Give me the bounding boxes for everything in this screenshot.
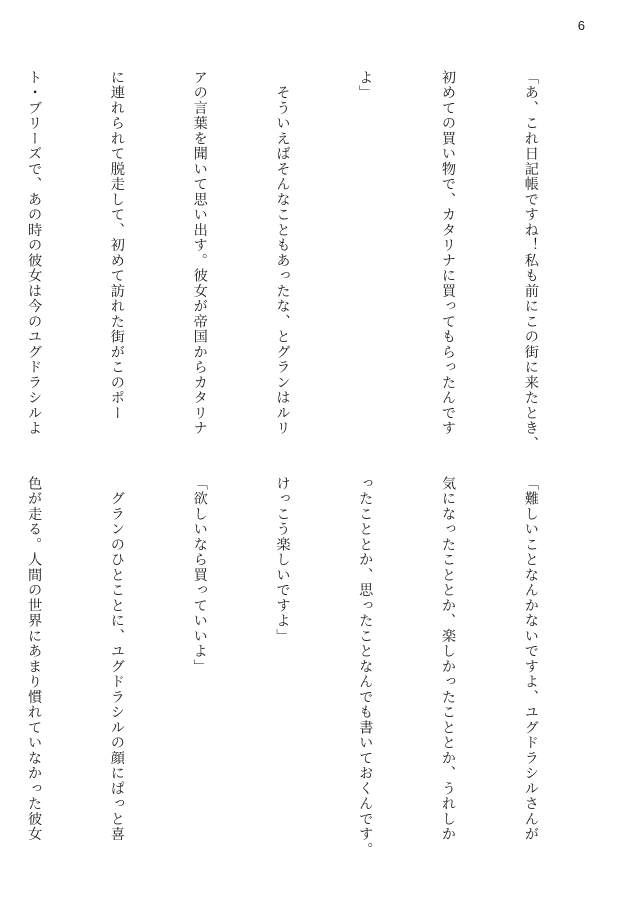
text-column: けっこう楽しいですよ」: [274, 476, 291, 644]
upper-text-block: [0, 70, 599, 454]
text-column: 気になったこととか、楽しかったこととか、うれしか: [440, 476, 457, 842]
text-column: 色が走る。人間の世界にあまり慣れていなかった彼女: [26, 476, 43, 842]
text-column: ったこととか、思ったことなんでも書いておくんです。: [357, 476, 374, 858]
text-column: ト・ブリーズで、あの時の彼女は今のユグドラシルよ: [26, 70, 43, 436]
text-column: 「欲しいなら買っていいよ」: [191, 476, 208, 675]
text-column: に連れられて脱走して、初めて訪れた街がこのポー: [108, 70, 125, 421]
lower-text-block: [0, 476, 599, 860]
text-column: 「難しいことなんかないですよ、ユグドラシルさんが: [522, 476, 539, 842]
text-column: アの言葉を聞いて思い出す。彼女が帝国からカタリナ: [191, 70, 208, 436]
text-column: よ」: [357, 70, 374, 101]
page-number: 6: [577, 18, 585, 33]
text-column: グランのひとことに、ユグドラシルの顔にぱっと喜: [108, 476, 125, 842]
text-column: 初めての買い物で、カタリナに買ってもらったんです: [440, 70, 457, 436]
text-column: そういえばそんなこともあったな、とグランはルリ: [274, 70, 291, 436]
text-column: 「あ、これ日記帳ですね！私も前にこの街に来たとき、: [522, 70, 539, 452]
